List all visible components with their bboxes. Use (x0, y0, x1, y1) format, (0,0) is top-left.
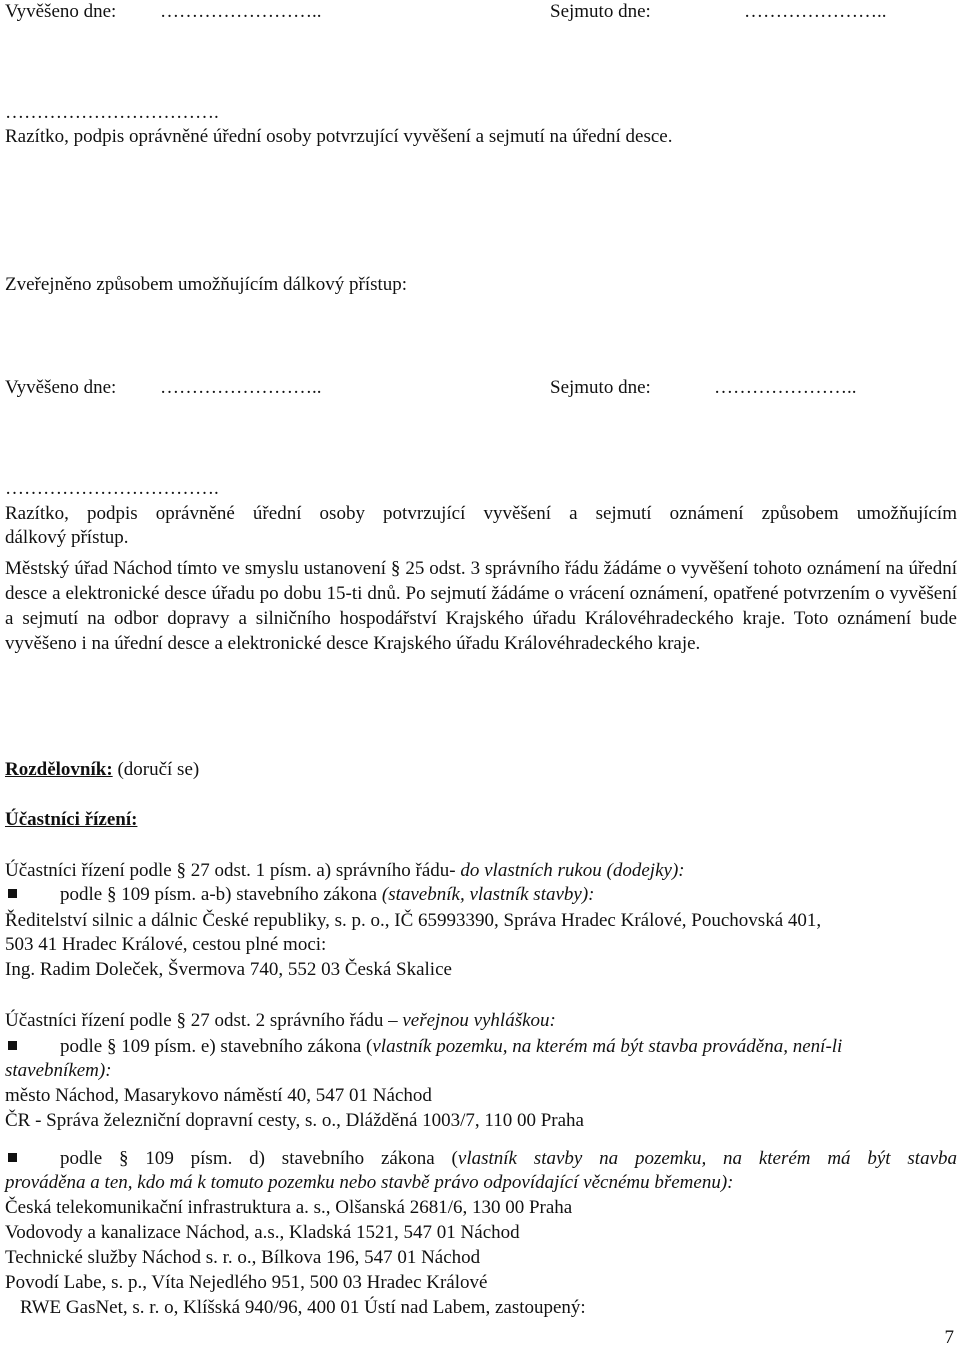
distribution-heading (5, 759, 199, 781)
group2-bullet (60, 1036, 842, 1058)
removed-date-dots-2: ………………….. (714, 377, 857, 398)
group2-bullet-italic-cont: stavebníkem): (5, 1060, 112, 1081)
participants-title-text: Účastníci řízení: (5, 809, 138, 830)
group1-entry-2: 503 41 Hradec Králové, cestou plné moci: (5, 934, 327, 955)
stamp-caption-1: Razítko, podpis oprávněné úřední osoby potvrzující vyvěšení a sejmutí na úřední desce. (5, 126, 673, 147)
group2-intro-italic: veřejnou vyhláškou: (402, 1010, 556, 1031)
participants-title (5, 809, 137, 831)
removed-date-dots-1: ………………….. (744, 1, 887, 22)
group2-bullet-text: podle § 109 písm. e) stavebního zákona ( (60, 1036, 373, 1057)
posted-label-2: Vyvěšeno dne: (5, 377, 117, 398)
page-number: 7 (944, 1327, 954, 1348)
group3-entry-3: Technické služby Náchod s. r. o., Bílkova 196, 547 01 Náchod (5, 1247, 481, 1268)
removed-label-2: Sejmuto dne: (550, 377, 651, 398)
group2-intro (5, 1010, 556, 1032)
group1-intro-text: Účastníci řízení podle § 27 odst. 1 písm. a) správního řádu- (5, 860, 461, 881)
group3-entry-4: Povodí Labe, s. p., Víta Nejedlého 951, 500 03 Hradec Králové (5, 1272, 488, 1293)
group1-bullet-italic: (stavebník, vlastník stavby): (381, 884, 595, 905)
group1-bullet (60, 884, 595, 906)
bullet-square-icon (8, 1041, 17, 1050)
group3-entry-5: RWE GasNet, s. r. o, Klíšská 940/96, 400 01 Ústí nad Labem, zastoupený: (20, 1297, 586, 1318)
group2-entry-2: ČR - Správa železniční dopravní cesty, s. o., Dlážděná 1003/7, 110 00 Praha (5, 1110, 584, 1131)
group3-bullet-italic: vlastník stavby na pozemku, na kterém má být stavba (457, 1148, 957, 1169)
group3-entry-2: Vodovody a kanalizace Náchod, a.s., Kladská 1521, 547 01 Náchod (5, 1222, 520, 1243)
group1-bullet-text: podle § 109 písm. a-b) stavebního zákona (60, 884, 382, 905)
group2-bullet-italic: vlastník pozemku, na kterém má být stavba prováděna, není-li (372, 1036, 843, 1057)
signature-dots-2: ……………………………. (5, 478, 219, 499)
bullet-square-icon (8, 889, 17, 898)
posted-date-dots-2: …………………….. (160, 377, 322, 398)
signature-dots-1: ……………………………. (5, 102, 219, 123)
stamp-caption-2-line2: dálkový přístup. (5, 527, 129, 548)
distribution-note: (doručí se) (112, 759, 200, 780)
group3-bullet-text: podle § 109 písm. d) stavebního zákona ( (60, 1148, 458, 1169)
group1-intro (5, 860, 685, 882)
stamp-caption-2-line1: Razítko, podpis oprávněné úřední osoby potvrzující vyvěšení a sejmutí oznámení způsobem umožňujícím (5, 503, 957, 524)
remote-access-heading: Zveřejněno způsobem umožňujícím dálkový přístup: (5, 274, 408, 295)
bullet-square-icon (8, 1153, 17, 1162)
group1-entry-3: Ing. Radim Doleček, Švermova 740, 552 03 Česká Skalice (5, 959, 452, 980)
request-paragraph: Městský úřad Náchod tímto ve smyslu ustanovení § 25 odst. 3 správního řádu žádáme o vyvěšení tohoto oznámení na úřední desce a elektronické desce úřadu po dobu 15-ti dnů. Po sejmutí žádáme o vrácení oznámení, opatřené potvrzením o vyvěšení a sejmutí na odbor dopravy a silničního hospodářství Krajského úřadu Královéhradeckého kraje. Toto oznámení bude vyvěšeno i na úřední desce a elektronické desce Krajského úřadu Královéhradeckého kraje. (5, 558, 957, 654)
group2-intro-text: Účastníci řízení podle § 27 odst. 2 správního řádu – (5, 1010, 403, 1031)
group1-entry-1: Ředitelství silnic a dálnic České republiky, s. p. o., IČ 65993390, Správa Hradec Králové, Pouchovská 401, (5, 910, 822, 931)
group3-bullet-italic-cont: prováděna a ten, kdo má k tomuto pozemku nebo stavbě právo odpovídající věcnému břemenu): (5, 1172, 734, 1193)
group2-entry-1: město Náchod, Masarykovo náměstí 40, 547 01 Náchod (5, 1085, 432, 1106)
distribution-title: Rozdělovník: (5, 759, 113, 780)
posted-date-dots-1: …………………….. (160, 1, 322, 22)
group3-entry-1: Česká telekomunikační infrastruktura a. s., Olšanská 2681/6, 130 00 Praha (5, 1197, 573, 1218)
group1-intro-italic: do vlastních rukou (dodejky): (460, 860, 685, 881)
posted-label-1: Vyvěšeno dne: (5, 1, 117, 22)
group3-bullet (60, 1148, 957, 1170)
removed-label-1: Sejmuto dne: (550, 1, 651, 22)
